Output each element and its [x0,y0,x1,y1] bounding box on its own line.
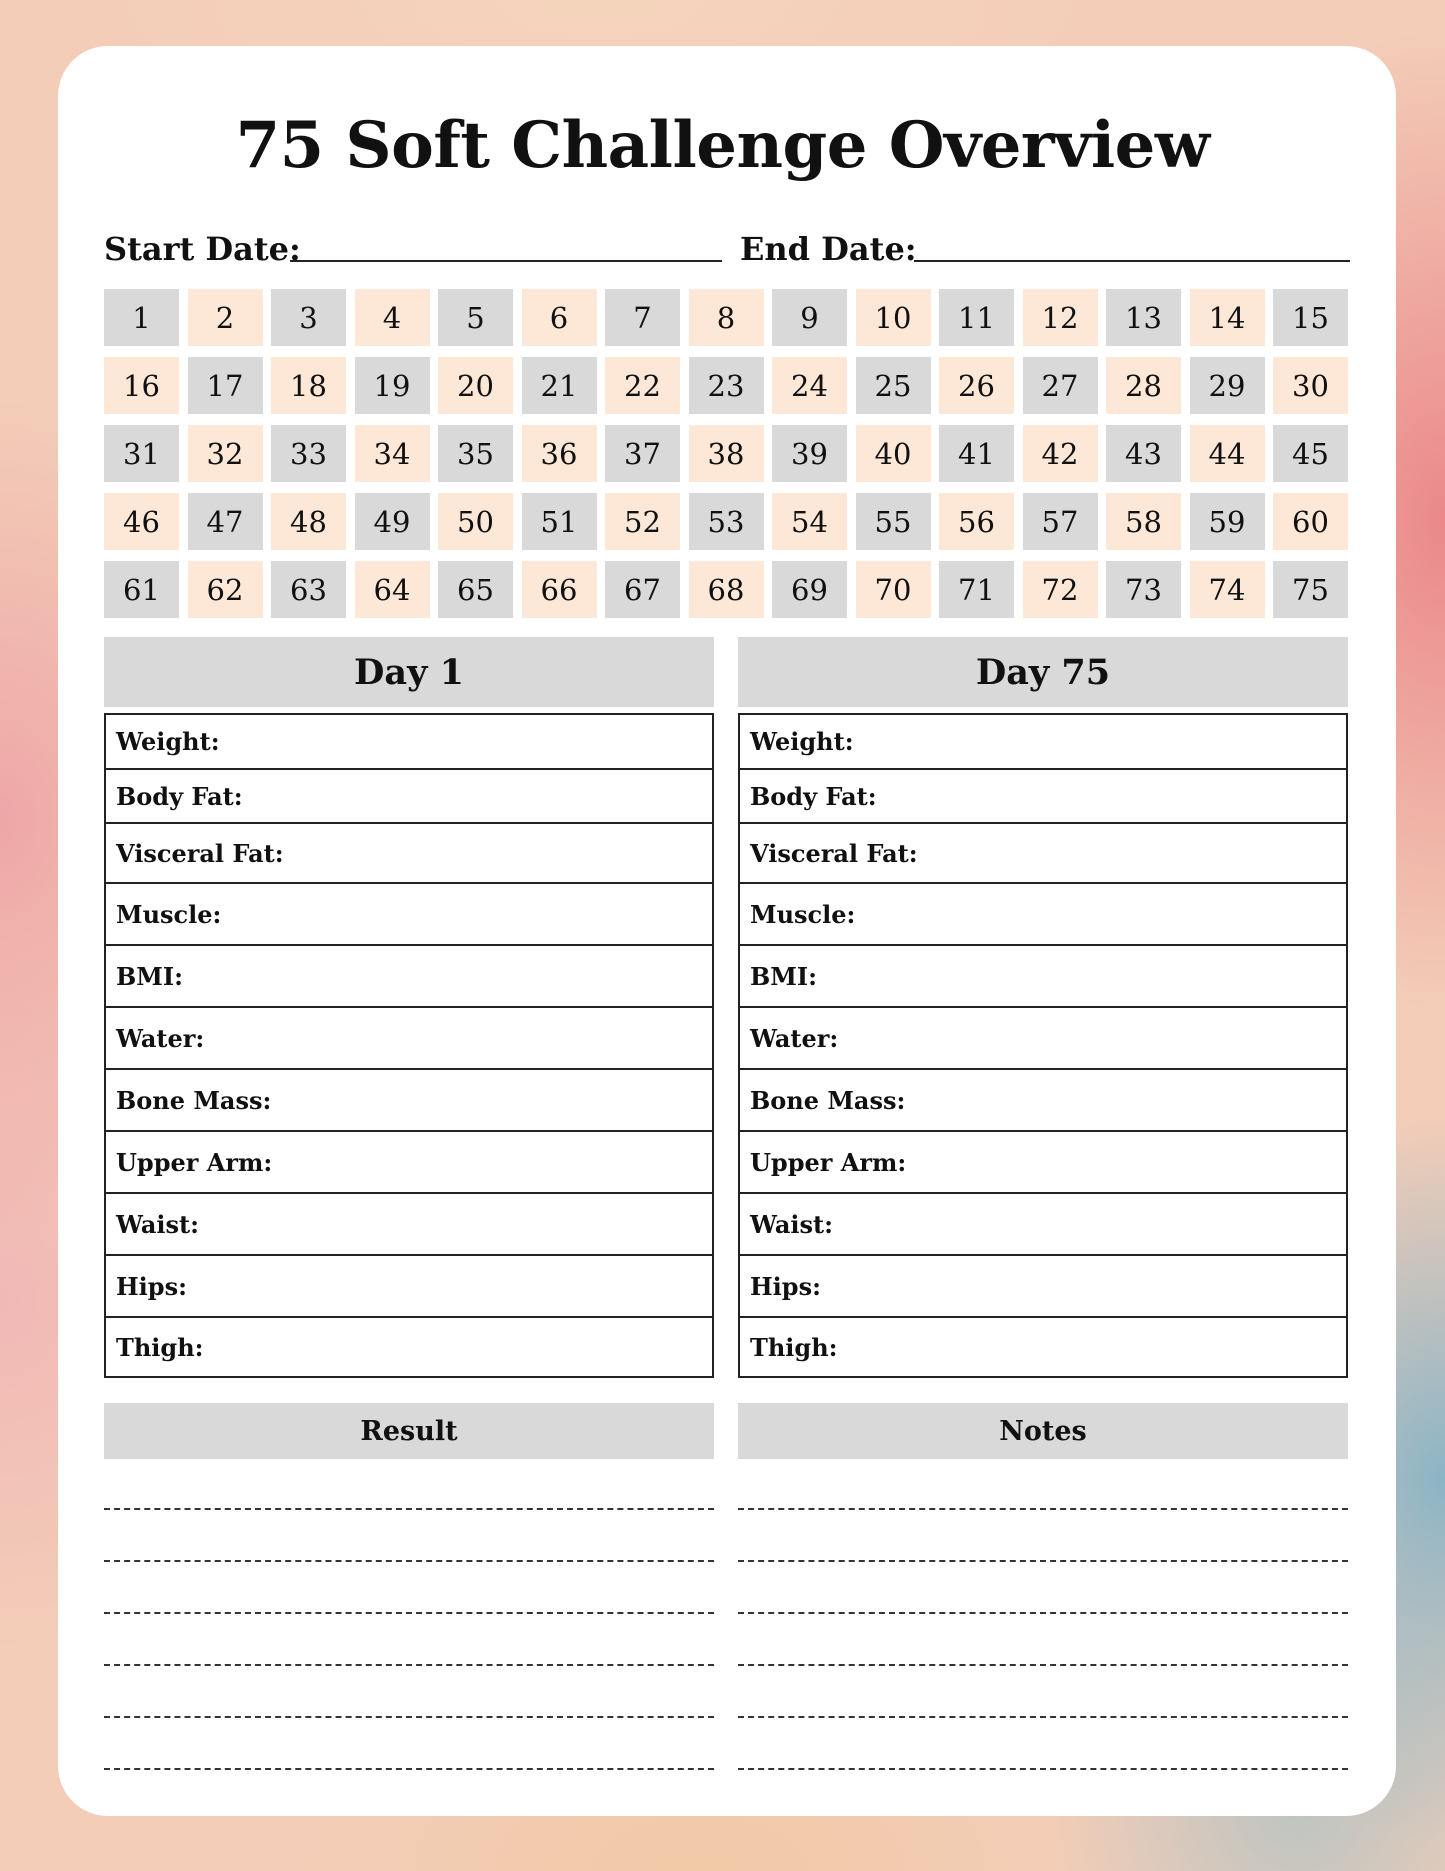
day-cell[interactable]: 67 [605,561,680,618]
day-cell[interactable]: 11 [939,289,1014,346]
measure-row-weight[interactable]: Weight: [116,727,220,756]
notes-line[interactable] [738,1716,1348,1718]
day-cell[interactable]: 35 [438,425,513,482]
measure-row-weight[interactable]: Weight: [750,727,854,756]
day-cell[interactable]: 45 [1273,425,1348,482]
day-cell[interactable]: 10 [856,289,931,346]
day-cell[interactable]: 14 [1190,289,1265,346]
notes-line[interactable] [738,1768,1348,1770]
day-cell[interactable]: 49 [355,493,430,550]
day-cell[interactable]: 40 [856,425,931,482]
start-date-field[interactable] [290,260,722,262]
notes-line[interactable] [738,1560,1348,1562]
day-cell[interactable]: 17 [188,357,263,414]
measure-row-visceral-fat[interactable]: Visceral Fat: [106,822,712,882]
measure-row-hips[interactable]: Hips: [740,1254,1346,1316]
day-cell[interactable]: 50 [438,493,513,550]
day-cell[interactable]: 27 [1023,357,1098,414]
day-cell[interactable]: 56 [939,493,1014,550]
result-line[interactable] [104,1664,714,1666]
day-cell[interactable]: 38 [689,425,764,482]
measure-row-thigh[interactable]: Thigh: [106,1316,712,1376]
start-date-label: Start Date: [104,230,301,268]
day-cell[interactable]: 7 [605,289,680,346]
day-cell[interactable]: 58 [1106,493,1181,550]
measure-row-bone-mass[interactable]: Bone Mass: [740,1068,1346,1130]
day-tracker-grid [104,289,1350,618]
day-cell[interactable]: 71 [939,561,1014,618]
notes-line[interactable] [738,1612,1348,1614]
day-cell[interactable]: 73 [1106,561,1181,618]
day-cell[interactable]: 37 [605,425,680,482]
measure-row-bmi[interactable]: BMI: [740,944,1346,1006]
measure-row-bmi[interactable]: BMI: [106,944,712,1006]
measure-row-waist[interactable]: Waist: [106,1192,712,1254]
day-cell[interactable]: 6 [522,289,597,346]
day-cell[interactable]: 57 [1023,493,1098,550]
day-cell[interactable]: 3 [271,289,346,346]
result-line[interactable] [104,1716,714,1718]
day-cell[interactable]: 21 [522,357,597,414]
measure-row-body-fat[interactable]: Body Fat: [740,768,1346,822]
day-1-panel [104,637,714,1378]
day-cell[interactable]: 68 [689,561,764,618]
day-cell[interactable]: 1 [104,289,179,346]
day-1-measurements [104,713,714,1378]
day-cell[interactable]: 61 [104,561,179,618]
day-cell[interactable]: 36 [522,425,597,482]
day-cell[interactable]: 23 [689,357,764,414]
day-cell[interactable]: 75 [1273,561,1348,618]
measure-row-thigh[interactable]: Thigh: [740,1316,1346,1376]
measure-row-water[interactable]: Water: [106,1006,712,1068]
day-cell[interactable]: 47 [188,493,263,550]
day-cell[interactable]: 66 [522,561,597,618]
day-cell[interactable]: 70 [856,561,931,618]
day-cell[interactable]: 72 [1023,561,1098,618]
measure-row-bone-mass[interactable]: Bone Mass: [106,1068,712,1130]
day-cell[interactable]: 28 [1106,357,1181,414]
day-cell[interactable]: 9 [772,289,847,346]
measure-row-muscle[interactable]: Muscle: [106,882,712,944]
day-1-heading: Day 1 [104,637,714,707]
day-cell[interactable]: 19 [355,357,430,414]
day-cell[interactable]: 46 [104,493,179,550]
day-75-heading: Day 75 [738,637,1348,707]
day-cell[interactable]: 59 [1190,493,1265,550]
day-cell[interactable]: 15 [1273,289,1348,346]
day-cell[interactable]: 60 [1273,493,1348,550]
day-cell[interactable]: 26 [939,357,1014,414]
result-heading: Result [104,1403,714,1459]
page-title: 75 Soft Challenge Overview [235,108,1210,183]
day-cell[interactable]: 64 [355,561,430,618]
day-cell[interactable]: 24 [772,357,847,414]
result-lines [104,1456,714,1770]
day-cell[interactable]: 48 [271,493,346,550]
day-cell[interactable]: 18 [271,357,346,414]
day-cell[interactable]: 74 [1190,561,1265,618]
day-cell[interactable]: 31 [104,425,179,482]
day-cell[interactable]: 52 [605,493,680,550]
notes-lines [738,1456,1348,1770]
result-line[interactable] [104,1612,714,1614]
day-cell[interactable]: 30 [1273,357,1348,414]
measure-row-upper-arm[interactable]: Upper Arm: [740,1130,1346,1192]
day-cell[interactable]: 32 [188,425,263,482]
day-cell[interactable]: 4 [355,289,430,346]
day-cell[interactable]: 39 [772,425,847,482]
end-date-field[interactable] [914,260,1350,262]
result-line[interactable] [104,1560,714,1562]
day-cell[interactable]: 42 [1023,425,1098,482]
result-line[interactable] [104,1508,714,1510]
day-75-measurements [738,713,1348,1378]
day-cell[interactable]: 29 [1190,357,1265,414]
day-cell[interactable]: 54 [772,493,847,550]
day-cell[interactable]: 5 [438,289,513,346]
measure-row-muscle[interactable]: Muscle: [740,882,1346,944]
day-75-panel [738,637,1348,1378]
day-cell[interactable]: 51 [522,493,597,550]
day-cell[interactable]: 8 [689,289,764,346]
day-cell[interactable]: 33 [271,425,346,482]
day-cell[interactable]: 43 [1106,425,1181,482]
day-cell[interactable]: 62 [188,561,263,618]
day-cell[interactable]: 2 [188,289,263,346]
measure-row-body-fat[interactable]: Body Fat: [106,768,712,822]
date-row [104,230,1350,274]
day-cell[interactable]: 55 [856,493,931,550]
notes-line[interactable] [738,1664,1348,1666]
day-cell[interactable]: 41 [939,425,1014,482]
end-date-label: End Date: [740,230,917,268]
measure-row-hips[interactable]: Hips: [106,1254,712,1316]
day-cell[interactable]: 13 [1106,289,1181,346]
notes-line[interactable] [738,1508,1348,1510]
day-cell[interactable]: 25 [856,357,931,414]
day-cell[interactable]: 53 [689,493,764,550]
result-line[interactable] [104,1768,714,1770]
day-cell[interactable]: 34 [355,425,430,482]
day-cell[interactable]: 44 [1190,425,1265,482]
notes-heading: Notes [738,1403,1348,1459]
measure-row-upper-arm[interactable]: Upper Arm: [106,1130,712,1192]
day-cell[interactable]: 12 [1023,289,1098,346]
measure-row-waist[interactable]: Waist: [740,1192,1346,1254]
day-cell[interactable]: 69 [772,561,847,618]
measure-row-water[interactable]: Water: [740,1006,1346,1068]
day-cell[interactable]: 20 [438,357,513,414]
day-cell[interactable]: 65 [438,561,513,618]
day-cell[interactable]: 16 [104,357,179,414]
day-cell[interactable]: 63 [271,561,346,618]
measure-row-visceral-fat[interactable]: Visceral Fat: [740,822,1346,882]
day-cell[interactable]: 22 [605,357,680,414]
